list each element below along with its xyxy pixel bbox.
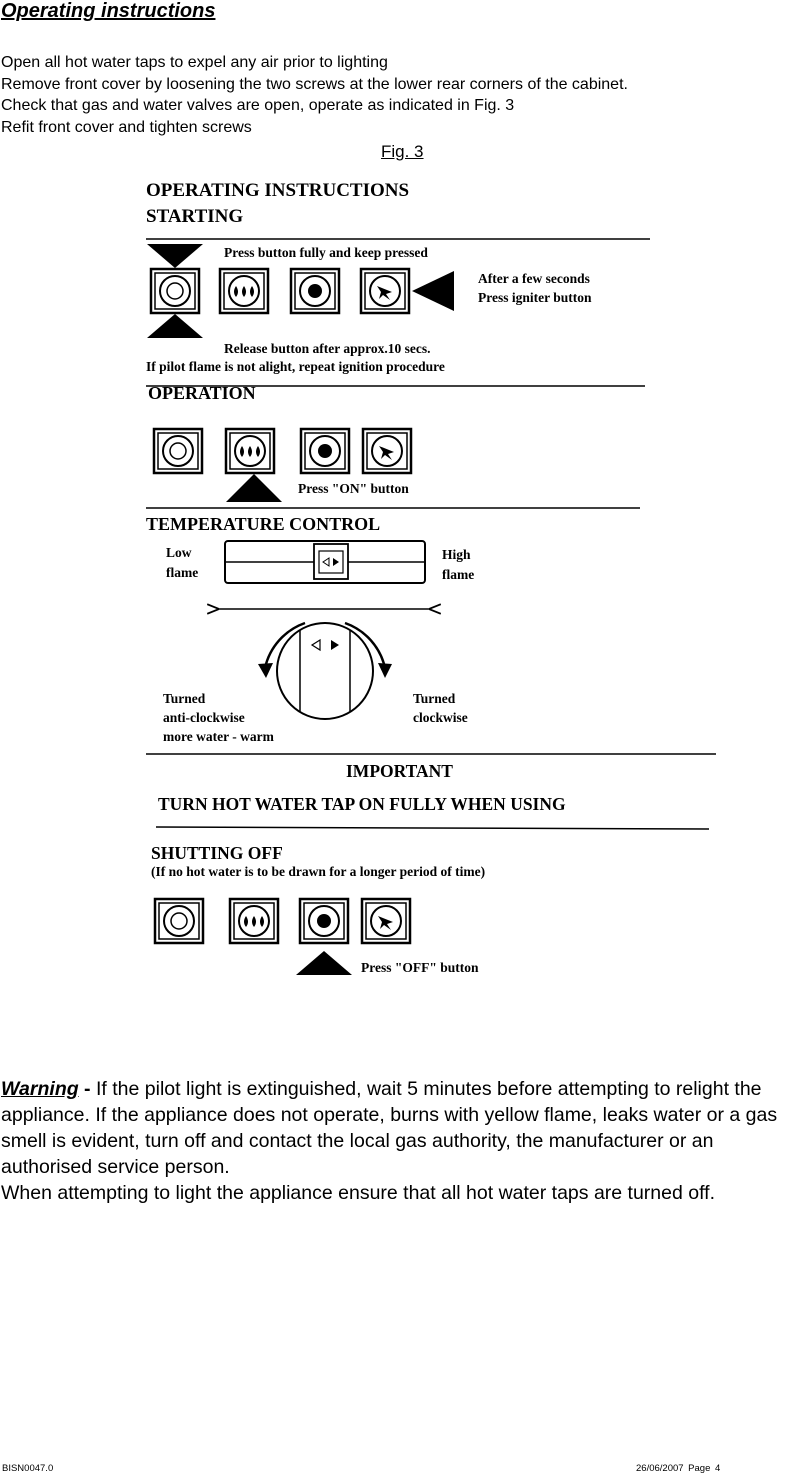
pilot-button-icon — [151, 269, 199, 313]
anticlockwise-label: anti-clockwise — [163, 710, 245, 725]
operation-heading: OPERATION — [148, 383, 256, 403]
flames-button-icon — [230, 899, 278, 943]
warning-dash: - — [78, 1078, 96, 1100]
operating-instructions-figure — [120, 168, 720, 988]
footer-date-page: 26/06/2007 Page 4 — [636, 1463, 721, 1474]
intro-line: Remove front cover by loosening the two screws at the lower rear corners of the cabinet. — [1, 75, 628, 93]
intro-line: Check that gas and water valves are open, operate as indicated in Fig. 3 — [1, 97, 515, 114]
intro-line: Open all hot water taps to expel any air prior to lighting — [1, 54, 388, 71]
release-arrow-icon — [147, 314, 203, 338]
anticlockwise-arrowhead-icon — [258, 663, 273, 678]
temperature-slider — [225, 541, 425, 583]
pilot-button-icon — [155, 899, 203, 943]
warning-label: Warning — [1, 1078, 79, 1100]
divider-line — [156, 827, 709, 829]
igniter-button-icon — [362, 899, 410, 943]
important-text: TURN HOT WATER TAP ON FULLY WHEN USING — [158, 794, 566, 814]
shutting-off-heading: SHUTTING OFF — [151, 843, 283, 863]
press-igniter-text: Press igniter button — [478, 290, 592, 305]
intro-line: Refit front cover and tighten screws — [1, 118, 252, 136]
dot-button-icon — [300, 899, 348, 943]
footer-doc-code: BISN0047.0 — [2, 1463, 54, 1474]
warning-body: If the pilot light is extinguished, wait 5 minutes before attempting to relight the appliance. If the appliance does not operate, burns with yellow flame, leaks water or a gas smell is evident, turn off and contact the local gas authority, the manufacturer or an authorised service person. — [1, 1078, 778, 1178]
clockwise-label: clockwise — [413, 710, 468, 725]
press-arrow-icon — [147, 244, 203, 268]
shutting-off-note: (If no hot water is to be drawn for a longer period of time) — [151, 864, 486, 879]
press-off-text: Press "OFF" button — [361, 960, 479, 975]
press-on-text: Press "ON" button — [298, 481, 409, 496]
clockwise-label: Turned — [413, 691, 456, 706]
after-seconds-text: After a few seconds — [478, 271, 590, 286]
repeat-text: If pilot flame is not alight, repeat ignition procedure — [146, 359, 445, 374]
low-flame-label: flame — [166, 565, 199, 580]
pilot-button-icon — [154, 429, 202, 473]
flames-button-icon — [226, 429, 274, 473]
temperature-dial — [277, 623, 373, 719]
page-heading: Operating instructions — [1, 0, 216, 22]
warning-paragraph — [1, 1076, 803, 1206]
igniter-button-icon — [363, 429, 411, 473]
release-text: Release button after approx.10 secs. — [224, 341, 431, 356]
high-flame-label: High — [442, 547, 471, 562]
high-flame-label: flame — [442, 567, 475, 582]
temperature-heading: TEMPERATURE CONTROL — [146, 514, 381, 534]
important-heading: IMPORTANT — [346, 761, 453, 781]
intro-instructions — [1, 52, 628, 138]
press-on-arrow-icon — [226, 474, 282, 502]
dot-button-icon — [301, 429, 349, 473]
igniter-button-icon — [361, 269, 409, 313]
starting-heading: STARTING — [146, 206, 244, 227]
warning-text-1 — [1, 1076, 803, 1180]
press-off-arrow-icon — [296, 951, 352, 975]
flames-button-icon — [220, 269, 268, 313]
low-flame-label: Low — [166, 545, 192, 560]
warning-text-2: When attempting to light the appliance ensure that all hot water taps are turned off. — [1, 1182, 715, 1204]
figure-caption: Fig. 3 — [381, 142, 424, 161]
dot-button-icon — [291, 269, 339, 313]
figure-title: OPERATING INSTRUCTIONS — [146, 180, 410, 201]
anticlockwise-label: Turned — [163, 691, 206, 706]
igniter-arrow-icon — [412, 271, 454, 311]
starting-press-text: Press button fully and keep pressed — [224, 245, 428, 260]
anticlockwise-label: more water - warm — [163, 729, 274, 744]
clockwise-arrowhead-icon — [378, 663, 392, 678]
